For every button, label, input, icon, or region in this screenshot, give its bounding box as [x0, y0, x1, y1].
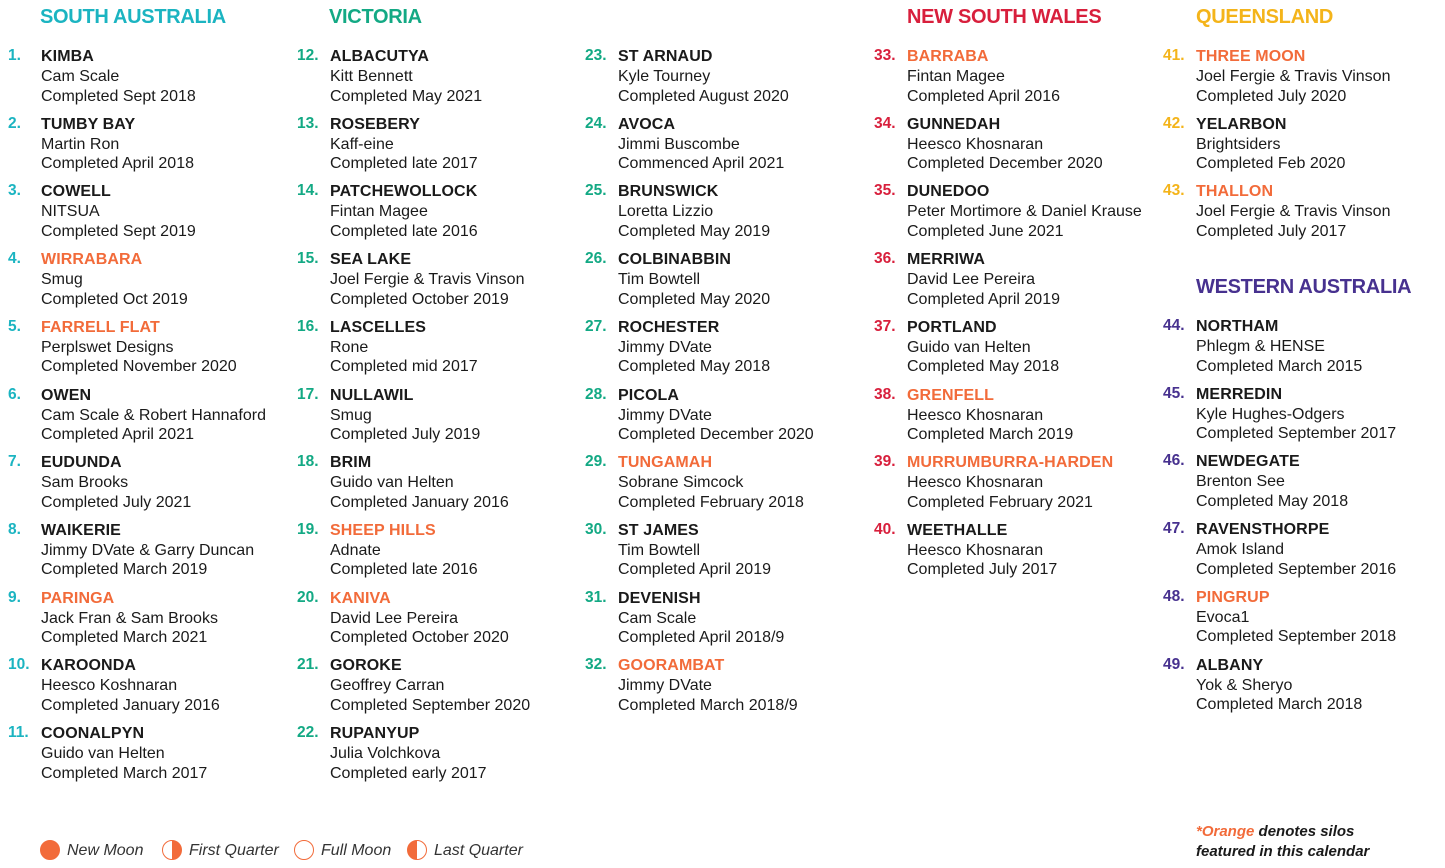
silo-town-name: TUMBY BAY	[41, 115, 136, 133]
silo-number: 25.	[585, 182, 607, 200]
silo-town-name: GOORAMBAT	[618, 657, 725, 675]
silo-status: Completed January 2016	[41, 696, 220, 714]
silo-town-name: COLBINABBIN	[618, 251, 732, 269]
silo-entry	[8, 453, 192, 512]
silo-entry	[585, 317, 771, 377]
silo-artist: Jimmy DVate	[618, 338, 712, 356]
silo-entry	[1163, 182, 1391, 241]
silo-number: 14.	[297, 182, 319, 200]
footnote-text: denotes silos	[1254, 823, 1355, 840]
heading-queensland: QUEENSLAND	[1196, 6, 1334, 28]
silo-town-name: MURRUMBURRA-HARDEN	[907, 454, 1114, 472]
silo-town-name: BARRABA	[907, 48, 989, 65]
silo-status: Completed May 2018	[618, 358, 771, 376]
silo-town-name: PATCHEWOLLOCK	[330, 183, 478, 201]
silo-artist: Brightsiders	[1196, 135, 1281, 153]
silo-town-name: ROSEBERY	[330, 115, 421, 133]
silo-entry	[1163, 114, 1346, 174]
silo-status: Completed June 2021	[907, 222, 1064, 240]
silo-entry	[297, 182, 478, 241]
silo-number: 39.	[874, 453, 896, 471]
silo-number: 49.	[1163, 655, 1185, 673]
silo-artist: Smug	[330, 406, 372, 424]
silo-entry	[8, 114, 194, 174]
silo-artist: Tim Bowtell	[618, 271, 701, 289]
silo-town-name: EUDUNDA	[41, 454, 122, 472]
silo-artist: Loretta Lizzio	[618, 203, 714, 221]
silo-town-name: PARINGA	[41, 589, 115, 607]
silo-artist: NITSUA	[41, 203, 100, 221]
silo-number: 26.	[585, 250, 607, 268]
silo-artist: Heesco Khosnaran	[907, 541, 1044, 559]
silo-artist: Amok Island	[1196, 541, 1285, 559]
silo-town-name: KANIVA	[330, 589, 391, 607]
silo-artist: Peter Mortimore & Daniel Krause	[907, 203, 1142, 221]
silo-status: Completed March 2019	[907, 426, 1074, 443]
silo-entry	[585, 250, 771, 309]
silo-entry	[8, 317, 237, 377]
silo-number: 24.	[585, 114, 607, 132]
silo-entry	[1163, 520, 1397, 579]
silo-town-name: BRUNSWICK	[618, 183, 719, 201]
silo-town-name: YELARBON	[1196, 115, 1287, 133]
silo-town-name: NULLAWIL	[330, 386, 414, 404]
silo-town-name: ST ARNAUD	[618, 48, 713, 65]
silo-town-name: PINGRUP	[1196, 588, 1270, 606]
silo-number: 46.	[1163, 452, 1185, 470]
silo-entry	[297, 588, 509, 648]
silo-town-name: AVOCA	[618, 115, 676, 133]
silo-number: 41.	[1163, 47, 1185, 64]
silo-town-name: ROCHESTER	[618, 318, 720, 336]
silo-number: 11.	[8, 724, 29, 741]
silo-entry	[874, 453, 1114, 512]
silo-town-name: ST JAMES	[618, 521, 699, 539]
silo-town-name: RUPANYUP	[330, 725, 420, 742]
silo-number: 10.	[8, 656, 30, 674]
silo-status: Completed April 2016	[907, 87, 1060, 105]
silo-entry	[8, 520, 255, 580]
silo-artist: Sam Brooks	[41, 474, 129, 492]
silo-number: 17.	[297, 385, 319, 403]
silo-artist: Kyle Hughes-Odgers	[1196, 405, 1345, 423]
silo-number: 7.	[8, 453, 21, 471]
silo-artist: Heesco Koshnaran	[41, 677, 178, 695]
silo-artist: Fintan Magee	[330, 203, 428, 221]
silo-number: 42.	[1163, 114, 1185, 132]
silo-artist: Geoffrey Carran	[330, 677, 445, 695]
silo-artist: David Lee Pereira	[330, 609, 459, 627]
silo-entry	[1163, 384, 1397, 444]
silo-entry	[297, 385, 481, 445]
silo-artist: Cam Scale & Robert Hannaford	[41, 406, 266, 424]
silo-town-name: OWEN	[41, 386, 92, 404]
silo-number: 13.	[297, 114, 319, 132]
silo-town-name: NORTHAM	[1196, 318, 1279, 335]
silo-number: 1.	[8, 47, 21, 64]
silo-number: 37.	[874, 317, 896, 335]
silo-number: 43.	[1163, 182, 1185, 200]
silo-status: Completed September 2017	[1196, 425, 1397, 443]
silo-number: 47.	[1163, 520, 1185, 538]
silo-number: 21.	[297, 656, 319, 674]
silo-status: Completed May 2018	[1196, 492, 1349, 510]
silo-entry	[585, 520, 771, 580]
silo-entry	[297, 317, 478, 377]
silo-number: 8.	[8, 520, 21, 538]
silo-entry	[8, 588, 218, 648]
silo-status: Completed November 2020	[41, 358, 237, 376]
silo-status: Commenced April 2021	[618, 155, 785, 173]
silo-status: Completed April 2018	[41, 155, 194, 173]
new-moon-icon	[40, 840, 60, 860]
silo-artist: Evoca1	[1196, 608, 1250, 626]
silo-number: 20.	[297, 588, 319, 606]
silo-entry	[8, 182, 196, 241]
silo-artist: Adnate	[330, 541, 381, 559]
silo-status: Completed March 2021	[41, 629, 208, 647]
silo-entry	[874, 317, 1060, 377]
silo-number: 33.	[874, 47, 896, 64]
silo-status: Completed May 2020	[618, 290, 771, 308]
silo-status: Completed July 2021	[41, 493, 192, 511]
silo-artist: Brenton See	[1196, 473, 1285, 491]
silo-town-name: ALBANY	[1196, 656, 1264, 674]
silo-artist: Guido van Helten	[41, 745, 165, 762]
silo-entry	[297, 520, 478, 580]
silo-number: 29.	[585, 453, 607, 471]
silo-entry	[585, 588, 785, 648]
silo-status: Completed May 2021	[330, 87, 483, 105]
silo-number: 38.	[874, 385, 896, 403]
silo-status: Completed February 2021	[907, 493, 1093, 511]
full-moon-icon	[294, 840, 314, 860]
silo-artist: Julia Volchkova	[330, 745, 441, 762]
legend-label: Full Moon	[321, 842, 392, 859]
silo-number: 36.	[874, 250, 896, 268]
silo-entry	[585, 385, 814, 445]
silo-status: Completed Oct 2019	[41, 290, 188, 308]
silo-town-name: GUNNEDAH	[907, 115, 1001, 133]
silo-status: Completed January 2016	[330, 493, 509, 511]
silo-town-name: THALLON	[1196, 183, 1274, 201]
silo-town-name: PORTLAND	[907, 318, 997, 336]
silo-number: 2.	[8, 114, 21, 132]
silo-number: 5.	[8, 317, 21, 335]
silo-number: 16.	[297, 317, 319, 335]
legend-label: Last Quarter	[434, 842, 523, 859]
silo-artist: Kitt Bennett	[330, 68, 413, 85]
silo-number: 12.	[297, 47, 319, 64]
silo-artist: Fintan Magee	[907, 68, 1005, 85]
heading-south-australia: SOUTH AUSTRALIA	[40, 6, 226, 28]
silo-status: Completed October 2019	[330, 290, 509, 308]
silo-entry	[874, 114, 1103, 174]
orange-footnote	[1196, 822, 1369, 862]
silo-town-name: KAROONDA	[41, 657, 137, 675]
silo-town-name: NEWDEGATE	[1196, 453, 1300, 471]
silo-town-name: DEVENISH	[618, 589, 701, 607]
silo-artist: Jimmy DVate	[618, 677, 712, 695]
silo-artist: Jimmi Buscombe	[618, 135, 740, 153]
silo-town-name: GRENFELL	[907, 386, 995, 404]
silo-status: Completed July 2020	[1196, 87, 1347, 105]
last-quarter-moon-icon	[407, 840, 427, 860]
silo-town-name: THREE MOON	[1196, 48, 1306, 65]
silo-artist: Heesco Khosnaran	[907, 135, 1044, 153]
heading-victoria: VICTORIA	[329, 6, 422, 28]
silo-number: 15.	[297, 250, 319, 268]
silo-artist: Kaff-eine	[330, 135, 394, 153]
legend-label: First Quarter	[189, 842, 279, 859]
silo-entry	[8, 250, 188, 309]
silo-entry	[585, 114, 785, 174]
silo-artist: Jack Fran & Sam Brooks	[41, 609, 218, 627]
silo-artist: Sobrane Simcock	[618, 474, 744, 492]
silo-town-name: COONALPYN	[41, 725, 145, 742]
silo-status: Completed April 2019	[618, 561, 771, 579]
silo-status: Completed March 2019	[41, 561, 208, 579]
silo-status: Completed late 2016	[330, 222, 478, 240]
silo-artist: David Lee Pereira	[907, 271, 1036, 289]
silo-town-name: LASCELLES	[330, 318, 427, 336]
silo-town-name: SHEEP HILLS	[330, 521, 436, 539]
silo-number: 34.	[874, 114, 896, 132]
silo-artist: Martin Ron	[41, 135, 120, 153]
silo-entry	[1163, 317, 1363, 376]
silo-status: Completed September 2018	[1196, 628, 1397, 646]
silo-number: 18.	[297, 453, 319, 471]
silo-town-name: COWELL	[41, 183, 111, 201]
silo-artist: Heesco Khosnaran	[907, 474, 1044, 492]
silo-number: 27.	[585, 317, 607, 335]
silo-number: 35.	[874, 182, 896, 200]
silo-number: 40.	[874, 520, 896, 538]
silo-entry	[1163, 655, 1363, 715]
silo-number: 45.	[1163, 384, 1185, 402]
silo-status: Completed September 2020	[330, 696, 531, 714]
silo-town-name: FARRELL FLAT	[41, 318, 160, 336]
silo-number: 31.	[585, 588, 607, 606]
silo-status: Completed Sept 2018	[41, 87, 196, 105]
silo-status: Completed May 2018	[907, 358, 1060, 376]
silo-status: Completed July 2019	[330, 426, 481, 443]
heading-new-south-wales: NEW SOUTH WALES	[907, 6, 1102, 28]
silo-number: 32.	[585, 656, 607, 674]
silo-status: Completed March 2017	[41, 764, 208, 782]
silo-status: Completed October 2020	[330, 629, 509, 647]
silo-artist: Perplswet Designs	[41, 338, 174, 356]
silo-status: Completed February 2018	[618, 493, 804, 511]
silo-entry	[874, 250, 1060, 309]
silo-entry	[297, 453, 509, 512]
silo-number: 30.	[585, 520, 607, 538]
silo-status: Completed April 2018/9	[618, 629, 785, 647]
silo-town-name: BRIM	[330, 454, 372, 472]
silo-number: 6.	[8, 385, 21, 403]
silo-entry	[297, 250, 525, 309]
silo-entry	[297, 724, 487, 783]
silo-artist: Smug	[41, 271, 83, 289]
silo-town-name: WAIKERIE	[41, 521, 121, 539]
silo-status: Completed April 2021	[41, 426, 194, 443]
silo-artist: Guido van Helten	[330, 474, 454, 492]
silo-status: Completed December 2020	[618, 426, 814, 443]
silo-number: 44.	[1163, 317, 1185, 334]
silo-status: Completed July 2017	[907, 561, 1058, 579]
silo-town-name: MERRIWA	[907, 251, 986, 269]
silo-entry	[874, 182, 1142, 241]
silo-entry	[297, 114, 478, 174]
silo-artist: Heesco Khosnaran	[907, 406, 1044, 424]
silo-town-name: WIRRABARA	[41, 251, 143, 269]
silo-status: Completed July 2017	[1196, 222, 1347, 240]
silo-entry	[297, 47, 483, 106]
silo-entry	[585, 182, 771, 241]
silo-artist: Joel Fergie & Travis Vinson	[330, 271, 525, 289]
silo-number: 22.	[297, 724, 319, 741]
silo-town-name: WEETHALLE	[907, 521, 1008, 539]
silo-status: Completed March 2015	[1196, 357, 1363, 375]
silo-artist: Kyle Tourney	[618, 68, 711, 85]
silo-status: Completed March 2018	[1196, 696, 1363, 713]
silo-entry	[585, 656, 798, 715]
silo-artist: Guido van Helten	[907, 338, 1031, 356]
silo-town-name: TUNGAMAH	[618, 454, 713, 472]
silo-status: Completed late 2016	[330, 561, 478, 579]
silo-artist: Jimmy DVate & Garry Duncan	[41, 541, 255, 559]
silo-entry	[1163, 587, 1397, 647]
silo-town-name: ALBACUTYA	[330, 48, 429, 65]
heading-western-australia: WESTERN AUSTRALIA	[1196, 276, 1412, 298]
silo-status: Completed late 2017	[330, 155, 478, 173]
silo-status: Completed September 2016	[1196, 560, 1397, 578]
silo-artist: Cam Scale	[41, 68, 120, 85]
silo-status: Completed May 2019	[618, 222, 771, 240]
silo-entry	[1163, 452, 1349, 511]
silo-entry	[8, 47, 196, 106]
silo-entry	[8, 724, 208, 783]
silo-status: Completed August 2020	[618, 87, 789, 105]
silo-town-name: MERREDIN	[1196, 385, 1283, 403]
silo-town-name: KIMBA	[41, 48, 94, 65]
silo-status: Completed Sept 2019	[41, 222, 196, 240]
silo-artist: Yok & Sheryo	[1196, 676, 1293, 694]
silo-town-name: PICOLA	[618, 386, 680, 404]
silo-entry	[874, 385, 1074, 445]
silo-town-name: SEA LAKE	[330, 251, 412, 269]
silo-status: Completed mid 2017	[330, 358, 478, 376]
silo-town-name: GOROKE	[330, 657, 402, 675]
silo-town-name: DUNEDOO	[907, 183, 990, 201]
silo-number: 19.	[297, 520, 319, 538]
silo-number: 28.	[585, 385, 607, 403]
silo-entry	[8, 385, 266, 445]
silo-number: 48.	[1163, 587, 1185, 605]
silo-number: 4.	[8, 250, 21, 268]
silo-status: Completed Feb 2020	[1196, 155, 1346, 173]
silo-artist: Joel Fergie & Travis Vinson	[1196, 203, 1391, 221]
silo-number: 3.	[8, 182, 21, 200]
silo-status: Completed March 2018/9	[618, 696, 798, 714]
silo-artist: Tim Bowtell	[618, 541, 701, 559]
silo-entry	[585, 47, 789, 106]
silo-town-name: RAVENSTHORPE	[1196, 521, 1330, 539]
silo-entry	[8, 656, 220, 715]
silo-artist: Jimmy DVate	[618, 406, 712, 424]
silo-status: Completed December 2020	[907, 155, 1103, 173]
silo-entry	[297, 656, 531, 715]
silo-entry	[874, 520, 1058, 580]
silo-artist: Rone	[330, 338, 369, 356]
silo-number: 23.	[585, 47, 607, 64]
silo-entry	[1163, 47, 1391, 106]
footnote-text-2: featured in this calendar	[1196, 843, 1370, 860]
silo-artist: Cam Scale	[618, 609, 697, 627]
footnote-highlight: *Orange	[1196, 823, 1255, 840]
silo-status: Completed early 2017	[330, 764, 487, 782]
silo-artist: Phlegm & HENSE	[1196, 338, 1325, 355]
silo-entry	[874, 47, 1060, 106]
first-quarter-moon-icon	[162, 840, 182, 860]
legend-label: New Moon	[67, 842, 144, 859]
silo-entry	[585, 453, 804, 512]
silo-artist: Joel Fergie & Travis Vinson	[1196, 68, 1391, 85]
silo-status: Completed April 2019	[907, 290, 1060, 308]
silo-number: 9.	[8, 588, 21, 606]
